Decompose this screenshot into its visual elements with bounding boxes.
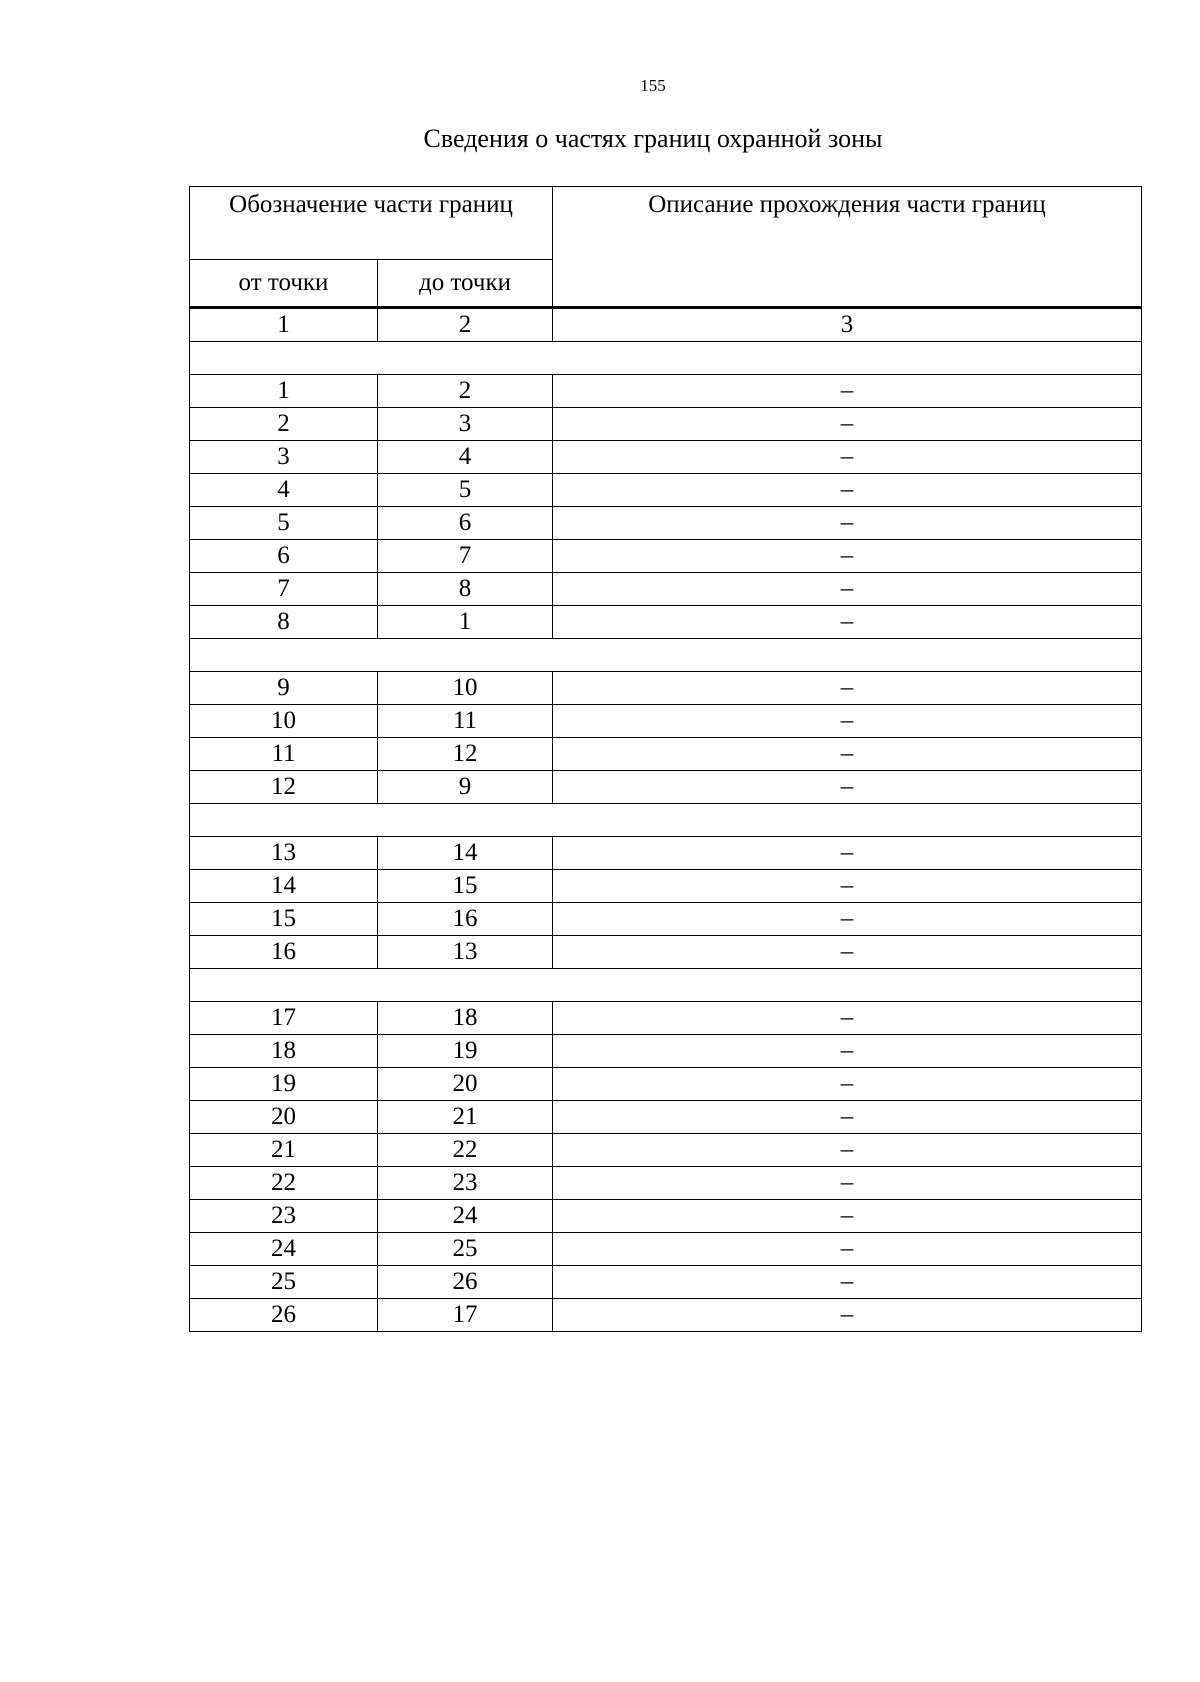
boundary-parts-table bbox=[189, 186, 1142, 1332]
table-row bbox=[190, 441, 1142, 474]
to-point-cell: 24 bbox=[378, 1200, 553, 1233]
table-row bbox=[190, 1233, 1142, 1266]
to-point-cell: 21 bbox=[378, 1101, 553, 1134]
to-point-cell: 25 bbox=[378, 1233, 553, 1266]
description-cell: – bbox=[553, 1101, 1142, 1134]
description-cell: – bbox=[553, 936, 1142, 969]
to-point-cell: 6 bbox=[378, 507, 553, 540]
from-point-cell: 16 bbox=[190, 936, 378, 969]
to-point-cell: 11 bbox=[378, 705, 553, 738]
from-point-cell: 9 bbox=[190, 672, 378, 705]
description-cell: – bbox=[553, 441, 1142, 474]
description-cell: – bbox=[553, 1134, 1142, 1167]
from-point-cell: 14 bbox=[190, 870, 378, 903]
to-point-cell: 1 bbox=[378, 606, 553, 639]
table-row bbox=[190, 1134, 1142, 1167]
to-point-cell: 16 bbox=[378, 903, 553, 936]
column-number-cell: 2 bbox=[378, 308, 553, 342]
from-point-cell: 2 bbox=[190, 408, 378, 441]
table-row bbox=[190, 738, 1142, 771]
section-separator-row bbox=[190, 639, 1142, 672]
description-cell: – bbox=[553, 1068, 1142, 1101]
from-point-cell: 22 bbox=[190, 1167, 378, 1200]
table-row bbox=[190, 936, 1142, 969]
from-point-cell: 18 bbox=[190, 1035, 378, 1068]
from-point-cell: 19 bbox=[190, 1068, 378, 1101]
description-cell: – bbox=[553, 837, 1142, 870]
description-cell: – bbox=[553, 771, 1142, 804]
header-from-point: от точки bbox=[190, 260, 378, 308]
to-point-cell: 12 bbox=[378, 738, 553, 771]
section-separator-cell bbox=[190, 639, 1142, 672]
description-cell: – bbox=[553, 1233, 1142, 1266]
to-point-cell: 18 bbox=[378, 1002, 553, 1035]
table-row bbox=[190, 672, 1142, 705]
to-point-cell: 17 bbox=[378, 1299, 553, 1332]
description-cell: – bbox=[553, 903, 1142, 936]
column-number-cell: 1 bbox=[190, 308, 378, 342]
to-point-cell: 9 bbox=[378, 771, 553, 804]
table-row bbox=[190, 540, 1142, 573]
from-point-cell: 1 bbox=[190, 375, 378, 408]
from-point-cell: 24 bbox=[190, 1233, 378, 1266]
from-point-cell: 13 bbox=[190, 837, 378, 870]
to-point-cell: 2 bbox=[378, 375, 553, 408]
table-row bbox=[190, 1200, 1142, 1233]
description-cell: – bbox=[553, 1002, 1142, 1035]
from-point-cell: 3 bbox=[190, 441, 378, 474]
table-row bbox=[190, 1266, 1142, 1299]
to-point-cell: 14 bbox=[378, 837, 553, 870]
to-point-cell: 10 bbox=[378, 672, 553, 705]
table-row bbox=[190, 1068, 1142, 1101]
table-row bbox=[190, 1167, 1142, 1200]
to-point-cell: 19 bbox=[378, 1035, 553, 1068]
from-point-cell: 4 bbox=[190, 474, 378, 507]
from-point-cell: 10 bbox=[190, 705, 378, 738]
table-row bbox=[190, 1035, 1142, 1068]
table-row bbox=[190, 507, 1142, 540]
to-point-cell: 23 bbox=[378, 1167, 553, 1200]
description-cell: – bbox=[553, 540, 1142, 573]
from-point-cell: 8 bbox=[190, 606, 378, 639]
to-point-cell: 22 bbox=[378, 1134, 553, 1167]
from-point-cell: 11 bbox=[190, 738, 378, 771]
from-point-cell: 12 bbox=[190, 771, 378, 804]
table-row bbox=[190, 903, 1142, 936]
table-row bbox=[190, 375, 1142, 408]
to-point-cell: 13 bbox=[378, 936, 553, 969]
from-point-cell: 23 bbox=[190, 1200, 378, 1233]
to-point-cell: 15 bbox=[378, 870, 553, 903]
table-row bbox=[190, 573, 1142, 606]
description-cell: – bbox=[553, 738, 1142, 771]
description-cell: – bbox=[553, 1200, 1142, 1233]
table-row bbox=[190, 837, 1142, 870]
table-body bbox=[190, 308, 1142, 1332]
to-point-cell: 26 bbox=[378, 1266, 553, 1299]
table-row bbox=[190, 408, 1142, 441]
description-cell: – bbox=[553, 705, 1142, 738]
table-row bbox=[190, 870, 1142, 903]
column-number-row bbox=[190, 308, 1142, 342]
description-cell: – bbox=[553, 672, 1142, 705]
header-boundary-part-description: Описание прохождения части границ bbox=[553, 187, 1142, 308]
to-point-cell: 7 bbox=[378, 540, 553, 573]
table-row bbox=[190, 606, 1142, 639]
description-cell: – bbox=[553, 507, 1142, 540]
section-separator-cell bbox=[190, 969, 1142, 1002]
to-point-cell: 20 bbox=[378, 1068, 553, 1101]
header-boundary-part-designation: Обозначение части границ bbox=[190, 187, 553, 260]
section-separator-row bbox=[190, 969, 1142, 1002]
description-cell: – bbox=[553, 474, 1142, 507]
from-point-cell: 15 bbox=[190, 903, 378, 936]
column-number-cell: 3 bbox=[553, 308, 1142, 342]
table-row bbox=[190, 1002, 1142, 1035]
to-point-cell: 8 bbox=[378, 573, 553, 606]
table-row bbox=[190, 1101, 1142, 1134]
from-point-cell: 21 bbox=[190, 1134, 378, 1167]
from-point-cell: 26 bbox=[190, 1299, 378, 1332]
description-cell: – bbox=[553, 1035, 1142, 1068]
document-title: Сведения о частях границ охранной зоны bbox=[423, 124, 883, 153]
from-point-cell: 17 bbox=[190, 1002, 378, 1035]
header-to-point: до точки bbox=[378, 260, 553, 308]
table-row bbox=[190, 474, 1142, 507]
table-row bbox=[190, 705, 1142, 738]
to-point-cell: 5 bbox=[378, 474, 553, 507]
description-cell: – bbox=[553, 408, 1142, 441]
from-point-cell: 20 bbox=[190, 1101, 378, 1134]
description-cell: – bbox=[553, 1299, 1142, 1332]
to-point-cell: 4 bbox=[378, 441, 553, 474]
table-row bbox=[190, 1299, 1142, 1332]
section-separator-cell bbox=[190, 804, 1142, 837]
section-separator-cell bbox=[190, 342, 1142, 375]
description-cell: – bbox=[553, 573, 1142, 606]
from-point-cell: 7 bbox=[190, 573, 378, 606]
section-separator-row bbox=[190, 804, 1142, 837]
from-point-cell: 6 bbox=[190, 540, 378, 573]
to-point-cell: 3 bbox=[378, 408, 553, 441]
description-cell: – bbox=[553, 1266, 1142, 1299]
description-cell: – bbox=[553, 375, 1142, 408]
description-cell: – bbox=[553, 606, 1142, 639]
description-cell: – bbox=[553, 870, 1142, 903]
table-row bbox=[190, 771, 1142, 804]
description-cell: – bbox=[553, 1167, 1142, 1200]
page-number: 155 bbox=[640, 76, 666, 95]
section-separator-row bbox=[190, 342, 1142, 375]
from-point-cell: 25 bbox=[190, 1266, 378, 1299]
from-point-cell: 5 bbox=[190, 507, 378, 540]
